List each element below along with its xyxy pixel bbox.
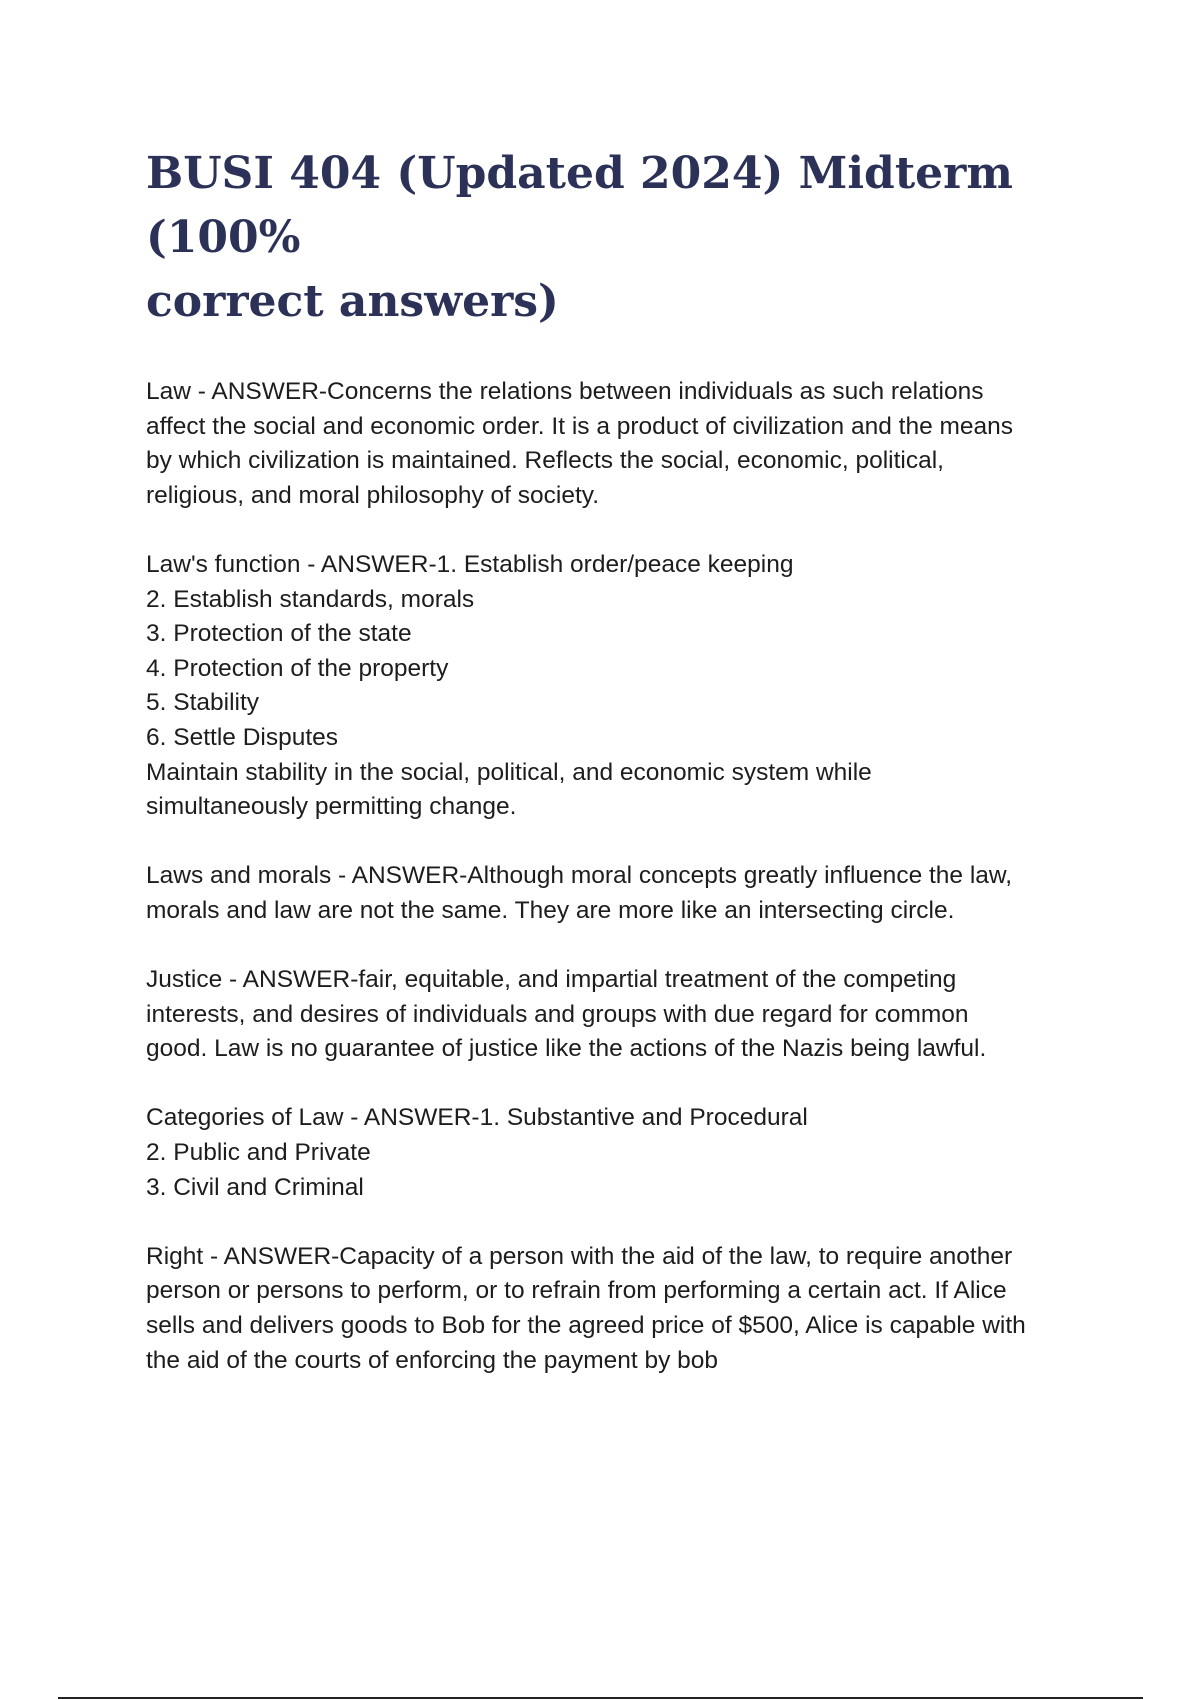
text-line: Categories of Law - ANSWER-1. Substantive and Procedural bbox=[146, 1104, 808, 1132]
entry-law bbox=[146, 375, 1106, 513]
text-line: Law - ANSWER-Concerns the relations between individuals as such relations bbox=[146, 378, 984, 405]
page-title bbox=[146, 142, 1106, 334]
text-line: Right - ANSWER-Capacity of a person with the aid of the law, to require another bbox=[146, 1242, 1013, 1270]
entry-laws-and-morals bbox=[146, 859, 1106, 928]
text-line: affect the social and economic order. It is a product of civilization and the means bbox=[146, 412, 1014, 440]
text-line: by which civilization is maintained. Reflects the social, economic, political, bbox=[146, 447, 944, 475]
text-line: interests, and desires of individuals and groups with due regard for common bbox=[146, 1000, 969, 1028]
entry-categories-of-law bbox=[146, 1101, 1106, 1205]
text-line: 5. Stability bbox=[146, 689, 260, 717]
text-line: simultaneously permitting change. bbox=[146, 793, 517, 821]
text-line: Maintain stability in the social, political, and economic system while bbox=[146, 758, 872, 786]
text-line: good. Law is no guarantee of justice like the actions of the Nazis being lawful. bbox=[146, 1035, 987, 1063]
bottom-divider bbox=[58, 1697, 1143, 1699]
entry-laws-function bbox=[146, 548, 1106, 825]
text-line: 4. Protection of the property bbox=[146, 654, 449, 682]
text-line: the aid of the courts of enforcing the payment by bob bbox=[146, 1346, 719, 1374]
text-line: morals and law are not the same. They are more like an intersecting circle. bbox=[146, 896, 955, 924]
document-body bbox=[146, 375, 1106, 1413]
text-line: 3. Civil and Criminal bbox=[146, 1173, 364, 1201]
text-line: 6. Settle Disputes bbox=[146, 723, 339, 751]
text-line: sells and delivers goods to Bob for the agreed price of $500, Alice is capable with bbox=[146, 1312, 1026, 1340]
text-line: 2. Public and Private bbox=[146, 1139, 371, 1167]
entry-justice bbox=[146, 963, 1106, 1067]
text-line: 2. Establish standards, morals bbox=[146, 585, 475, 613]
text-line: Justice - ANSWER-fair, equitable, and impartial treatment of the competing bbox=[146, 966, 957, 994]
title-line: correct answers) bbox=[146, 276, 559, 327]
text-line: person or persons to perform, or to refrain from performing a certain act. If Alice bbox=[146, 1277, 1007, 1305]
text-line: religious, and moral philosophy of society. bbox=[146, 481, 600, 509]
title-line: BUSI 404 (Updated 2024) Midterm (100% bbox=[146, 148, 1013, 263]
text-line: 3. Protection of the state bbox=[146, 620, 412, 648]
text-line: Laws and morals - ANSWER-Although moral concepts greatly influence the law, bbox=[146, 862, 1013, 890]
entry-right bbox=[146, 1240, 1106, 1378]
text-line: Law's function - ANSWER-1. Establish order/peace keeping bbox=[146, 550, 794, 578]
